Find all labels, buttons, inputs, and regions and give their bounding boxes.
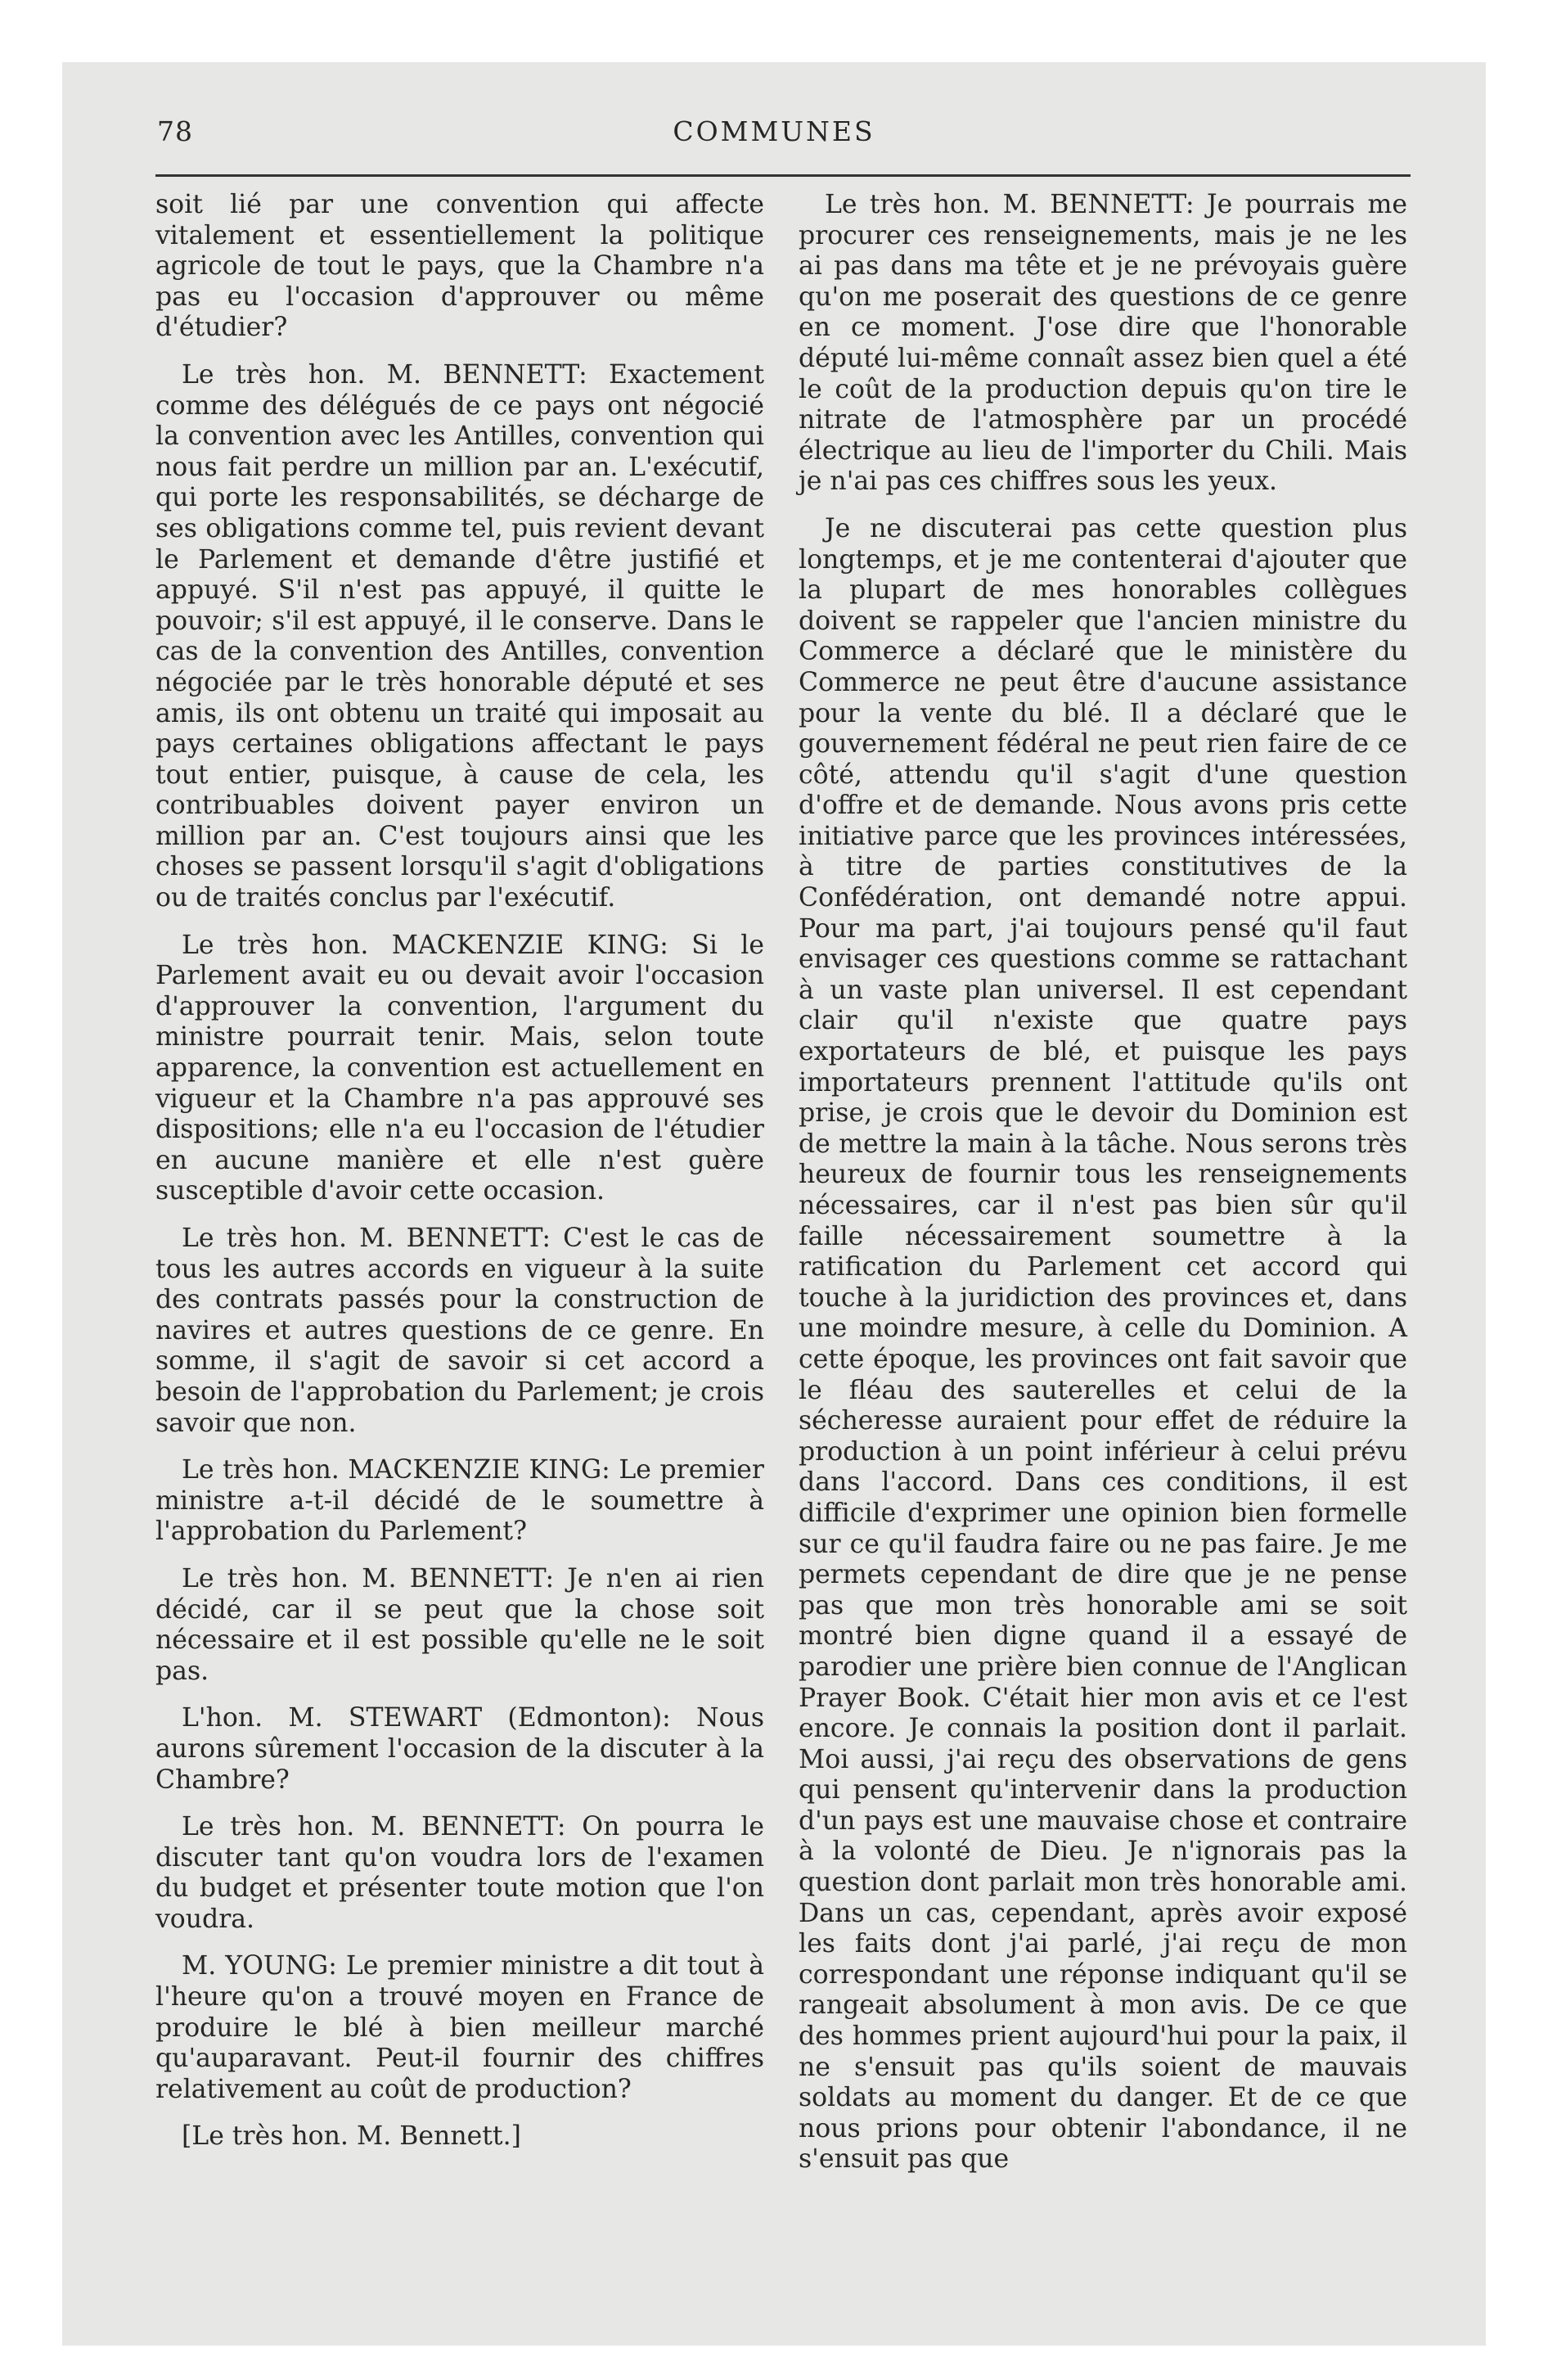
- paragraph: Le très hon. M. BENNETT: C'est le cas de tous les autres accords en vigueur à la suite des contrats passés pour la construction de navires et autres questions de ce genre. En somme, il s'agit de savoir si cet accord a besoin de l'approbation du Parlement; je crois savoir que non.: [155, 1224, 764, 1438]
- paragraph: soit lié par une convention qui affecte vitalement et essentiellement la politique agricole de tout le pays, que la Chambre n'a pas eu l'occasion d'approuver ou même d'étudier?: [155, 190, 764, 343]
- right-column: [799, 190, 1407, 2192]
- paragraph: Le très hon. M. BENNETT: On pourra le discuter tant qu'on voudra lors de l'examen du budget et présenter toute motion que l'on voudra.: [155, 1812, 764, 1934]
- paragraph: Le très hon. MACKENZIE KING: Si le Parlement avait eu ou devait avoir l'occasion d'approuver la convention, l'argument du ministre pourrait tenir. Mais, selon toute apparence, la convention est actuellement en vigueur et la Chambre n'a pas approuvé ses dispositions; elle n'a eu l'occasion de l'étudier en aucune manière et elle n'est guère susceptible d'avoir cette occasion.: [155, 930, 764, 1206]
- paragraph: M. YOUNG: Le premier ministre a dit tout à l'heure qu'on a trouvé moyen en France de produire le blé à bien meilleur marché qu'auparavant. Peut-il fournir des chiffres relativement au coût de production?: [155, 1951, 764, 2104]
- paragraph: Je ne discuterai pas cette question plus longtemps, et je me contenterai d'ajouter que la plupart de mes honorables collègues doivent se rappeler que l'ancien ministre du Commerce a déclaré que le ministère du Commerce ne peut être d'aucune assistance pour la vente du blé. Il a déclaré que le gouvernement fédéral ne peut rien faire de ce côté, attendu qu'il s'agit d'une question d'offre et de demande. Nous avons pris cette initiative parce que les provinces intéressées, à titre de parties constitutives de la Confédération, ont demandé notre appui. Pour ma part, j'ai toujours pensé qu'il faut envisager ces questions comme se rattachant à un vaste plan universel. Il est cependant clair qu'il n'existe que quatre pays exportateurs de blé, et puisque les pays importateurs prennent l'attitude qu'ils ont prise, je crois que le devoir du Dominion est de mettre la main à la tâche. Nous serons très heureux de fournir tous les renseignements nécessaires, car il n'est pas bien sûr qu'il faille nécessairement soumettre à la ratification du Parlement cet accord qui touche à la juridiction des provinces et, dans une moindre mesure, à celle du Dominion. A cette époque, les provinces ont fait savoir que le fléau des sauterelles et celui de la sécheresse auraient pour effet de réduire la production à un point inférieur à celui prévu dans l'accord. Dans ces conditions, il est difficile d'exprimer une opinion bien formelle sur ce qu'il faudra faire ou ne pas faire. Je me permets cependant de dire que je ne pense pas que mon très honorable ami se soit montré bien digne quand il a essayé de parodier une prière bien connue de l'Anglican Prayer Book. C'était hier mon avis et ce l'est encore. Je connais la position dont il parlait. Moi aussi, j'ai reçu des observations de gens qui pensent qu'intervenir dans la production d'un pays est une mauvaise chose et contraire à la volonté de Dieu. Je n'ignorais pas la question dont parlait mon très honorable ami. Dans un cas, cependant, après avoir exposé les faits dont j'ai parlé, j'ai reçu de mon correspondant une réponse indiquant qu'il se rangeait absolument à mon avis. De ce que des hommes prient aujourd'hui pour la paix, il ne s'ensuit pas qu'ils soient de mauvais soldats au moment du danger. Et de ce que nous prions pour obtenir l'abondance, il ne s'ensuit pas que: [799, 513, 1407, 2175]
- running-title: COMMUNES: [673, 115, 875, 147]
- page-number: 78: [157, 115, 193, 147]
- paragraph: L'hon. M. STEWART (Edmonton): Nous aurons sûrement l'occasion de la discuter à la Chambre?: [155, 1703, 764, 1795]
- paragraph: Le très hon. M. BENNETT: Exactement comme des délégués de ce pays ont négocié la convention avec les Antilles, convention qui nous fait perdre un million par an. L'exécutif, qui porte les responsabilités, se décharge de ses obligations comme tel, puis revient devant le Parlement et demande d'être justifié et appuyé. S'il n'est pas appuyé, il quitte le pouvoir; s'il est appuyé, il le conserve. Dans le cas de la convention des Antilles, convention négociée par le très honorable député et ses amis, ils ont obtenu un traité qui imposait au pays certaines obligations affectant le pays tout entier, puisque, à cause de cela, les contribuables doivent payer environ un million par an. C'est toujours ainsi que les choses se passent lorsqu'il s'agit d'obligations ou de traités conclus par l'exécutif.: [155, 359, 764, 913]
- paragraph: Le très hon. M. BENNETT: Je pourrais me procurer ces renseignements, mais je ne les ai pas dans ma tête et je ne prévoyais guère qu'on me poserait des questions de ce genre en ce moment. J'ose dire que l'honorable député lui-même connaît assez bien quel a été le coût de la production depuis qu'on tire le nitrate de l'atmosphère par un procédé électrique au lieu de l'importer du Chili. Mais je n'ai pas ces chiffres sous les yeux.: [799, 190, 1407, 497]
- paragraph: Le très hon. MACKENZIE KING: Le premier ministre a-t-il décidé de le soumettre à l'approbation du Parlement?: [155, 1455, 764, 1547]
- paragraph: Le très hon. M. BENNETT: Je n'en ai rien décidé, car il se peut que la chose soit nécessaire et il est possible qu'elle ne le soit pas.: [155, 1563, 764, 1686]
- header-rule: [155, 174, 1411, 177]
- speaker-footnote: [Le très hon. M. Bennett.]: [182, 2121, 521, 2152]
- left-column: [155, 190, 764, 2169]
